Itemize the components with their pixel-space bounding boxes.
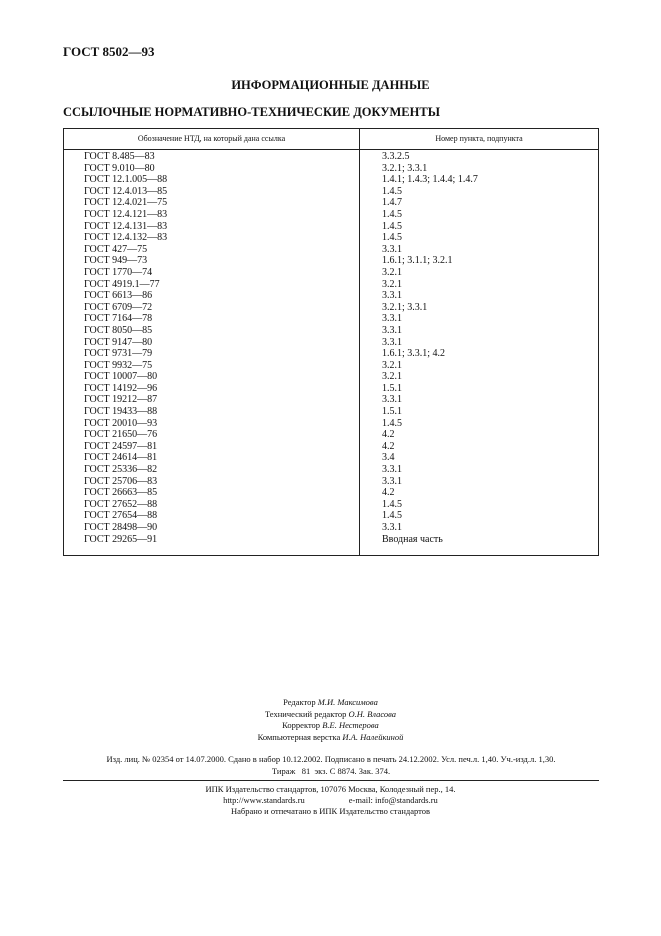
- table-row: [64, 244, 598, 256]
- credit-corrector: Корректор В.Е. Нестерова: [282, 720, 379, 730]
- standard-cell: ГОСТ 4919.1—77: [84, 278, 160, 290]
- publishing-info: [63, 753, 599, 777]
- footer-rule: [63, 780, 599, 781]
- table-row: [64, 163, 598, 175]
- standard-cell: ГОСТ 21650—76: [84, 429, 158, 441]
- col-header-standard: Обозначение НТД, на который дана ссылка: [137, 134, 286, 143]
- clause-cell: 3.3.1: [382, 324, 402, 336]
- table-row: [64, 452, 598, 464]
- header-divider: [64, 149, 598, 150]
- standard-cell: ГОСТ 24597—81: [84, 440, 158, 452]
- standard-cell: ГОСТ 19433—88: [84, 406, 158, 418]
- standard-cell: ГОСТ 10007—80: [84, 371, 158, 383]
- standard-cell: ГОСТ 1770—74: [84, 266, 153, 278]
- document-id: ГОСТ 8502—93: [63, 44, 155, 59]
- section-subheading: ССЫЛОЧНЫЕ НОРМАТИВНО-ТЕХНИЧЕСКИЕ ДОКУМЕНТЫ: [63, 105, 440, 119]
- clause-cell: 1.4.5: [382, 498, 402, 510]
- clause-cell: 3.3.1: [382, 394, 402, 406]
- standard-cell: ГОСТ 9731—79: [84, 348, 153, 360]
- table-row: [64, 267, 598, 279]
- table-row: [64, 174, 598, 186]
- table-row: [64, 464, 598, 476]
- table-row: [64, 534, 598, 546]
- table-row: [64, 337, 598, 349]
- table-row: [64, 499, 598, 511]
- table-row: [64, 406, 598, 418]
- table-row: [64, 186, 598, 198]
- table-row: [64, 221, 598, 233]
- table-row: [64, 348, 598, 360]
- table-row: [64, 302, 598, 314]
- clause-cell: 3.4: [382, 452, 395, 464]
- standard-cell: ГОСТ 949—73: [84, 255, 148, 267]
- clause-cell: 4.2: [382, 429, 395, 441]
- standard-cell: ГОСТ 7164—78: [84, 313, 153, 325]
- publishing-line-1: Изд. лиц. № 02354 от 14.07.2000. Сдано в набор 10.12.2002. Подписано в печать 24.12.2002. Усл. печ.л. 1,40. Уч.-изд.л. 1,30.: [106, 754, 556, 764]
- table-row: [64, 441, 598, 453]
- standard-cell: ГОСТ 12.1.005—88: [84, 174, 168, 186]
- clause-cell: 1.6.1; 3.3.1; 4.2: [382, 348, 446, 360]
- standard-cell: ГОСТ 19212—87: [84, 394, 158, 406]
- clause-cell: 3.2.1: [382, 266, 402, 278]
- standard-cell: ГОСТ 27654—88: [84, 510, 158, 522]
- standard-cell: ГОСТ 6613—86: [84, 290, 153, 302]
- clause-cell: 1.4.5: [382, 220, 402, 232]
- table-row: [64, 255, 598, 267]
- table-row: [64, 510, 598, 522]
- standard-cell: ГОСТ 24614—81: [84, 452, 158, 464]
- clause-cell: 4.2: [382, 440, 395, 452]
- standard-cell: ГОСТ 12.4.131—83: [84, 220, 168, 232]
- table-row: [64, 279, 598, 291]
- clause-cell: 1.4.5: [382, 185, 402, 197]
- printer-line-3: Набрано и отпечатано в ИПК Издательство стандартов: [230, 806, 431, 816]
- credits-block: [0, 697, 661, 743]
- standard-cell: ГОСТ 25706—83: [84, 475, 158, 487]
- clause-cell: 3.3.2.5: [382, 151, 410, 162]
- table-row: [64, 418, 598, 430]
- clause-cell: 1.4.5: [382, 208, 402, 220]
- standard-cell: ГОСТ 12.4.132—83: [84, 232, 168, 244]
- table-row: [64, 151, 598, 163]
- table-row: [64, 476, 598, 488]
- clause-cell: 1.4.5: [382, 510, 402, 522]
- clause-cell: 3.3.1: [382, 464, 402, 476]
- clause-cell: 4.2: [382, 487, 395, 499]
- table-row: [64, 429, 598, 441]
- clause-cell: Вводная часть: [382, 533, 443, 545]
- printer-website[interactable]: http://www.standards.ru: [223, 795, 305, 805]
- clause-cell: 1.4.5: [382, 417, 402, 429]
- clause-cell: 1.5.1: [382, 406, 402, 418]
- standard-cell: ГОСТ 8.485—83: [84, 151, 155, 162]
- publishing-line-2: Тираж 81 экз. С 8874. Зак. 374.: [271, 766, 391, 776]
- clause-cell: 3.3.1: [382, 522, 402, 533]
- table-row: [64, 197, 598, 209]
- standard-cell: ГОСТ 427—75: [84, 243, 148, 255]
- printer-email[interactable]: e-mail: info@standards.ru: [348, 795, 438, 805]
- standard-cell: ГОСТ 12.4.021—75: [84, 197, 168, 209]
- table-row: [64, 394, 598, 406]
- standard-cell: ГОСТ 27652—88: [84, 498, 158, 510]
- standard-cell: ГОСТ 9.010—80: [84, 162, 155, 174]
- table-row: [64, 360, 598, 372]
- clause-cell: 3.3.1: [382, 243, 402, 255]
- standard-cell: ГОСТ 28498—90: [84, 522, 158, 533]
- references-table: [63, 128, 599, 556]
- col-header-clause: Номер пункта, подпункта: [435, 134, 523, 143]
- standard-cell: ГОСТ 6709—72: [84, 301, 153, 313]
- clause-cell: 3.2.1; 3.3.1: [382, 301, 428, 313]
- clause-cell: 3.3.1: [382, 313, 402, 325]
- table-row: [64, 487, 598, 499]
- table-row: [64, 290, 598, 302]
- credit-tech-editor: Технический редактор О.Н. Власова: [264, 708, 397, 719]
- clause-cell: 1.4.1; 1.4.3; 1.4.4; 1.4.7: [382, 174, 478, 186]
- clause-cell: 3.2.1: [382, 371, 402, 383]
- standard-cell: ГОСТ 29265—91: [84, 533, 158, 545]
- credit-layout: Компьютерная верстка И.А. Налейкиной: [257, 731, 404, 742]
- standard-cell: ГОСТ 9932—75: [84, 359, 153, 371]
- table-row: [64, 371, 598, 383]
- standard-cell: ГОСТ 25336—82: [84, 464, 158, 476]
- clause-cell: 3.3.1: [382, 336, 402, 348]
- standard-cell: ГОСТ 12.4.013—85: [84, 185, 168, 197]
- table-row: [64, 522, 598, 534]
- standard-cell: ГОСТ 20010—93: [84, 417, 158, 429]
- table-row: [64, 383, 598, 395]
- clause-cell: 3.2.1: [382, 278, 402, 290]
- printer-line-1: ИПК Издательство стандартов, 107076 Москва, Колодезный пер., 14.: [205, 784, 456, 794]
- table-row: [64, 325, 598, 337]
- standard-cell: ГОСТ 14192—96: [84, 382, 158, 394]
- table-row: [64, 232, 598, 244]
- standard-cell: ГОСТ 8050—85: [84, 324, 153, 336]
- section-heading: ИНФОРМАЦИОННЫЕ ДАННЫЕ: [231, 78, 430, 92]
- standard-cell: ГОСТ 26663—85: [84, 487, 158, 499]
- table-row: [64, 209, 598, 221]
- table-row: [64, 313, 598, 325]
- clause-cell: 1.4.7: [382, 197, 402, 209]
- clause-cell: 1.6.1; 3.1.1; 3.2.1: [382, 255, 453, 267]
- table-body: [64, 151, 598, 545]
- printer-contacts: [0, 795, 661, 806]
- clause-cell: 3.2.1; 3.3.1: [382, 162, 428, 174]
- credit-editor: Редактор М.И. Максимова: [283, 697, 378, 707]
- printer-info: [0, 784, 661, 817]
- standard-cell: ГОСТ 12.4.121—83: [84, 208, 168, 220]
- clause-cell: 3.2.1: [382, 359, 402, 371]
- standard-cell: ГОСТ 9147—80: [84, 336, 153, 348]
- clause-cell: 3.3.1: [382, 475, 402, 487]
- clause-cell: 1.4.5: [382, 232, 402, 244]
- clause-cell: 3.3.1: [382, 290, 402, 302]
- clause-cell: 1.5.1: [382, 382, 402, 394]
